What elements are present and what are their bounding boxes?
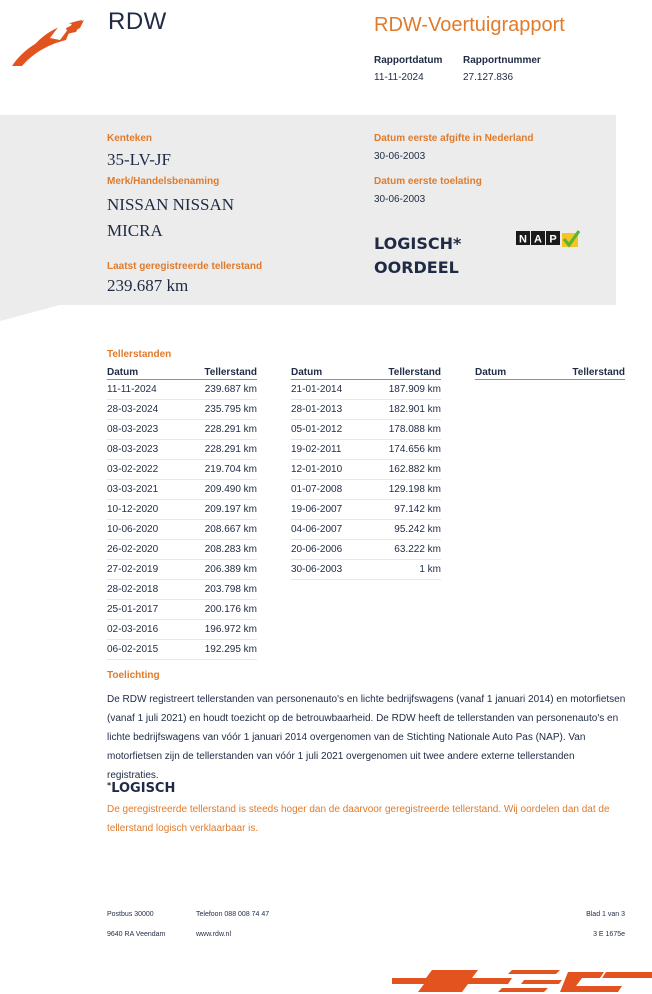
reading-km: 187.909 km: [383, 380, 441, 400]
table-row: [291, 420, 441, 440]
table-row: [107, 580, 257, 600]
logisch-heading: [107, 781, 175, 796]
col-date-header: Datum: [475, 366, 569, 380]
table-row: [107, 460, 257, 480]
reading-date: 10-06-2020: [107, 520, 199, 540]
reading-date: 27-02-2019: [107, 560, 199, 580]
reading-date: 02-03-2016: [107, 620, 199, 640]
plate-value: 35-LV-JF: [107, 150, 171, 169]
plate-label: Kenteken: [107, 133, 153, 144]
reading-km: 200.176 km: [199, 600, 257, 620]
make-line-1: NISSAN NISSAN: [107, 195, 235, 214]
odometer-label: Laatst geregistreerde tellerstand: [107, 261, 263, 272]
reading-km: 129.198 km: [383, 480, 441, 500]
first-admission-label: Datum eerste toelating: [374, 176, 482, 187]
table-row: [291, 500, 441, 520]
reading-date: 21-01-2014: [291, 380, 383, 400]
col-km-header: Tellerstand: [383, 366, 441, 380]
footer-postbus: Postbus 30000: [107, 911, 154, 918]
table-row: [107, 640, 257, 660]
reading-date: 10-12-2020: [107, 500, 199, 520]
reading-km: 203.798 km: [199, 580, 257, 600]
reading-km: 63.222 km: [383, 540, 441, 560]
reading-km: 228.291 km: [199, 440, 257, 460]
reading-date: 03-02-2022: [107, 460, 199, 480]
readings-table-2: [291, 366, 441, 580]
reading-km: 162.882 km: [383, 460, 441, 480]
summary-band-tail: [0, 305, 60, 321]
table-row: [107, 600, 257, 620]
explanation-text: De RDW registreert tellerstanden van personenauto's en lichte bedrijfswagens (vanaf 1 januari 2014) en motorfietsen (vanaf 1 juli 2021) en houdt toezicht op de betrouwbaarheid. De RDW heeft de tellerstanden van personenauto's en lichte bedrijfswagens van vóór 1 januari 2014 overgenomen van de Stichting Nationale Auto Pas (NAP). Van motorfietsen zijn de tellerstanden van vóór 1 juli 2021 overgenomen uit twee andere externe tellerstanden registraties.: [107, 694, 626, 781]
footer-code: 3 E 1675e: [593, 931, 625, 938]
reading-date: 28-02-2018: [107, 580, 199, 600]
readings-table-1: [107, 366, 257, 660]
table-row: [291, 380, 441, 400]
reading-date: 05-01-2012: [291, 420, 383, 440]
report-date-label: Rapportdatum: [374, 55, 443, 66]
reading-date: 20-06-2006: [291, 540, 383, 560]
make-line-2: MICRA: [107, 221, 163, 240]
report-number-value: 27.127.836: [463, 72, 514, 83]
first-admission-value: 30-06-2003: [374, 194, 426, 205]
reading-km: 209.197 km: [199, 500, 257, 520]
verdict-oordeel: OORDEEL: [374, 258, 459, 277]
logisch-asterisk: *: [107, 781, 112, 790]
nap-letter-p: P: [549, 233, 557, 246]
reading-km: 95.242 km: [383, 520, 441, 540]
col-date-header: Datum: [291, 366, 383, 380]
odometer-value: 239.687 km: [107, 276, 189, 295]
logisch-text: De geregistreerde tellerstand is steeds hoger dan de daarvoor geregistreerde tellerstand. Wij oordelen dan dat de tellerstand logisch verklaarbaar is.: [107, 804, 610, 834]
table-row: [107, 520, 257, 540]
rdw-logo-icon: [10, 18, 92, 70]
make-label: Merk/Handelsbenaming: [107, 176, 220, 187]
reading-km: 239.687 km: [199, 380, 257, 400]
footer-website: www.rdw.nl: [196, 931, 232, 938]
first-nl-label: Datum eerste afgifte in Nederland: [374, 133, 534, 144]
reading-date: 04-06-2007: [291, 520, 383, 540]
table-row: [291, 540, 441, 560]
reading-km: 235.795 km: [199, 400, 257, 420]
reading-km: 206.389 km: [199, 560, 257, 580]
table-row: [291, 520, 441, 540]
explanation-title: Toelichting: [107, 670, 160, 681]
reading-km: 196.972 km: [199, 620, 257, 640]
reading-km: 219.704 km: [199, 460, 257, 480]
reading-km: 97.142 km: [383, 500, 441, 520]
nap-check-icon: [516, 229, 580, 249]
table-row: [291, 400, 441, 420]
reading-date: 08-03-2023: [107, 420, 199, 440]
reading-date: 12-01-2010: [291, 460, 383, 480]
rdw-stripes-icon: [392, 966, 652, 994]
reading-date: 25-01-2017: [107, 600, 199, 620]
reading-date: 19-02-2011: [291, 440, 383, 460]
report-title: RDW-Voertuigrapport: [374, 14, 565, 36]
report-date-value: 11-11-2024: [374, 72, 424, 83]
reading-date: 30-06-2003: [291, 560, 383, 580]
footer-phone: Telefoon 088 008 74 47: [196, 911, 270, 918]
verdict-logisch: LOGISCH*: [374, 234, 462, 253]
reading-date: 01-07-2008: [291, 480, 383, 500]
nap-letter-a: A: [534, 233, 542, 246]
table-row: [291, 440, 441, 460]
reading-date: 28-03-2024: [107, 400, 199, 420]
col-km-header: Tellerstand: [569, 366, 625, 380]
reading-km: 182.901 km: [383, 400, 441, 420]
report-number-label: Rapportnummer: [463, 55, 541, 66]
reading-km: 208.667 km: [199, 520, 257, 540]
table-row: [291, 560, 441, 580]
reading-km: 208.283 km: [199, 540, 257, 560]
table-row: [107, 440, 257, 460]
table-row: [107, 400, 257, 420]
footer-page: Blad 1 van 3: [586, 911, 625, 918]
logisch-title: LOGISCH: [111, 781, 176, 796]
footer-city: 9640 RA Veendam: [107, 931, 166, 938]
reading-km: 1 km: [383, 560, 441, 580]
reading-date: 11-11-2024: [107, 380, 199, 400]
table-row: [107, 380, 257, 400]
table-row: [107, 620, 257, 640]
reading-date: 28-01-2013: [291, 400, 383, 420]
reading-km: 228.291 km: [199, 420, 257, 440]
nap-letter-n: N: [519, 233, 527, 246]
readings-table-3: [475, 366, 625, 380]
table-row: [107, 480, 257, 500]
reading-date: 08-03-2023: [107, 440, 199, 460]
col-date-header: Datum: [107, 366, 199, 380]
reading-date: 03-03-2021: [107, 480, 199, 500]
reading-date: 06-02-2015: [107, 640, 199, 660]
table-row: [291, 480, 441, 500]
reading-km: 192.295 km: [199, 640, 257, 660]
table-row: [107, 560, 257, 580]
table-row: [107, 540, 257, 560]
col-km-header: Tellerstand: [199, 366, 257, 380]
reading-km: 174.656 km: [383, 440, 441, 460]
first-nl-value: 30-06-2003: [374, 151, 426, 162]
reading-date: 26-02-2020: [107, 540, 199, 560]
table-row: [107, 500, 257, 520]
table-row: [291, 460, 441, 480]
reading-km: 178.088 km: [383, 420, 441, 440]
table-row: [107, 420, 257, 440]
reading-date: 19-06-2007: [291, 500, 383, 520]
reading-km: 209.490 km: [199, 480, 257, 500]
brand-name: RDW: [108, 8, 167, 35]
readings-title: Tellerstanden: [107, 349, 172, 360]
